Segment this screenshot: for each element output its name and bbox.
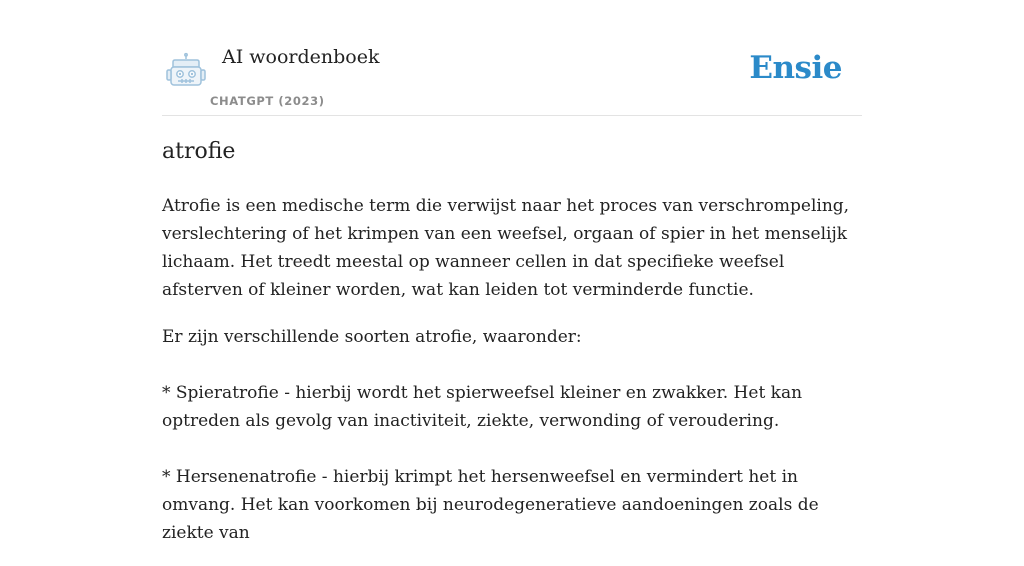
entry-paragraph: Er zijn verschillende soorten atrofie, waaronder: * Spieratrofie - hierbij wordt het spierweefsel kleiner en zwakker. Het kan optreden als gevolg van inactiviteit, ziekte, verwonding of veroudering. * Hersenenatrofie - hierbij krimpt het hersenweefsel en vermindert het in omvang. Het kan voorkomen bij neurodegeneratieve aandoeningen zoals de ziekte van: [162, 327, 819, 543]
source-title[interactable]: AI woordenboek: [222, 46, 380, 68]
source-subtitle: CHATGPT (2023): [210, 94, 325, 108]
source-header: [162, 40, 862, 116]
entry-term: atrofie: [162, 139, 236, 164]
entry-paragraph: Atrofie is een medische term die verwijst naar het proces van verschrompeling, verslechtering of het krimpen van een weefsel, orgaan of spier in het menselijk lichaam. Het treedt meestal op wanneer cellen in dat specifieke weefsel afsterven of kleiner worden, wat kan leiden tot verminderde functie.: [162, 196, 850, 300]
entry-content: [162, 192, 867, 566]
ensie-logo[interactable]: Ensie: [749, 50, 842, 86]
robot-icon: [166, 53, 206, 89]
